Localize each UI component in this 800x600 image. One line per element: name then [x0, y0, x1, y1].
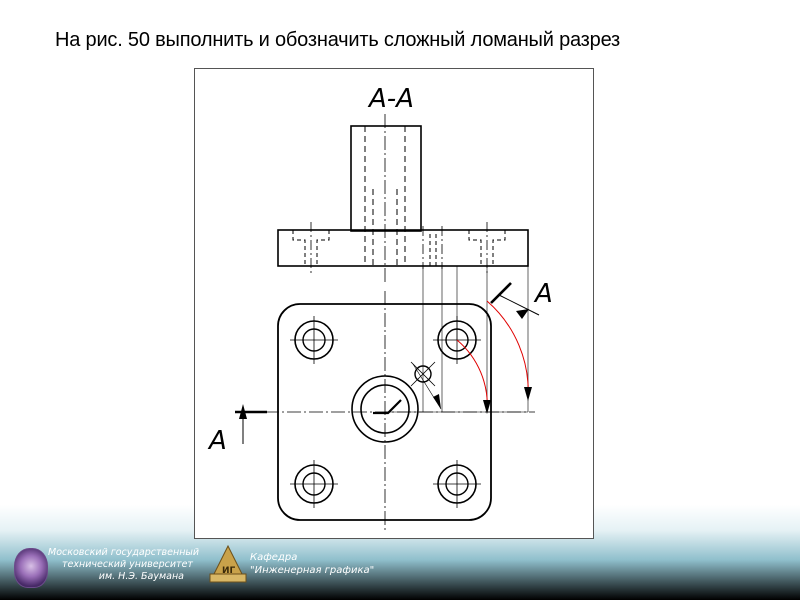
boss-outline: [351, 126, 421, 231]
university-emblem-icon: [14, 548, 48, 588]
plan-view: [265, 266, 535, 531]
university-line-2: технический университет: [62, 559, 193, 570]
university-line-3: им. Н.Э. Баумана: [98, 571, 184, 582]
cut-label-left: А: [209, 426, 227, 456]
slide-title: На рис. 50 выполнить и обозначить сложный ломаный разрез: [55, 29, 621, 51]
drawing-canvas: [195, 69, 593, 538]
department-name: [250, 551, 374, 577]
footer: [0, 538, 800, 600]
department-line-1: Кафедра: [250, 552, 298, 563]
logo-letters: ИГ: [222, 566, 236, 576]
technical-drawing: [194, 68, 594, 539]
department-logo-icon: [208, 544, 248, 586]
base-plate-outline: [278, 230, 528, 266]
cut-label-right: А: [535, 279, 553, 309]
university-line-1: Московский государственный: [48, 547, 200, 558]
university-name: [48, 547, 200, 583]
section-label: А-А: [369, 84, 414, 114]
department-line-2: "Инженерная графика": [250, 565, 375, 576]
section-view: [278, 114, 528, 284]
